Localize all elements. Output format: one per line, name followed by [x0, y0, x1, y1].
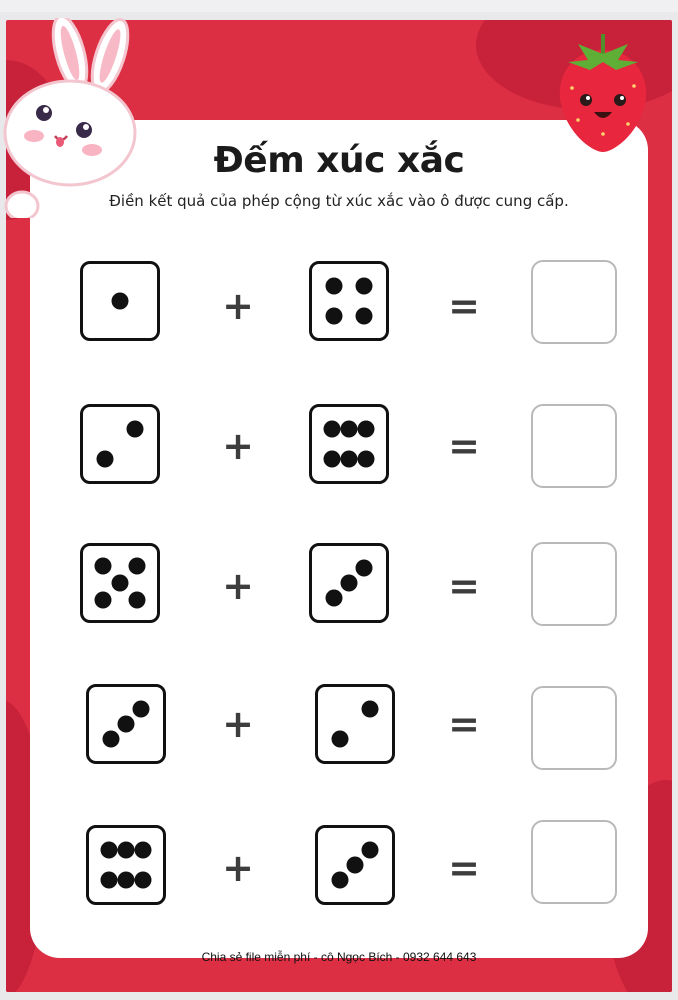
- worksheet-title: Đếm xúc xắc: [213, 140, 465, 181]
- equals-sign: =: [448, 424, 480, 468]
- answer-box[interactable]: [531, 820, 617, 904]
- plus-sign: +: [222, 702, 254, 746]
- equals-sign: =: [448, 702, 480, 746]
- die-pip: [355, 560, 372, 577]
- plus-sign: +: [222, 846, 254, 890]
- equals-sign: =: [448, 284, 480, 328]
- strawberry-mascot-icon: [548, 28, 658, 158]
- die-pip: [135, 842, 152, 859]
- right-die: [309, 261, 389, 341]
- equals-sign: =: [448, 564, 480, 608]
- die-pip: [326, 589, 343, 606]
- die-pip: [341, 575, 358, 592]
- right-die: [309, 404, 389, 484]
- die-pip: [355, 278, 372, 295]
- die-pip: [129, 592, 146, 609]
- die-pip: [100, 871, 117, 888]
- die-pip: [341, 450, 358, 467]
- die-pip: [355, 307, 372, 324]
- die-pip: [326, 278, 343, 295]
- plus-sign: +: [222, 424, 254, 468]
- die-pip: [94, 592, 111, 609]
- right-die: [309, 543, 389, 623]
- die-pip: [118, 716, 135, 733]
- die-pip: [118, 871, 135, 888]
- left-die: [80, 261, 160, 341]
- die-pip: [118, 842, 135, 859]
- die-pip: [103, 730, 120, 747]
- die-pip: [326, 307, 343, 324]
- left-die: [80, 543, 160, 623]
- die-pip: [347, 857, 364, 874]
- die-pip: [361, 701, 378, 718]
- equals-sign: =: [448, 846, 480, 890]
- plus-sign: +: [222, 564, 254, 608]
- die-pip: [100, 842, 117, 859]
- answer-box[interactable]: [531, 542, 617, 626]
- browser-top-strip: [0, 0, 678, 12]
- left-die: [86, 825, 166, 905]
- answer-box[interactable]: [531, 260, 617, 344]
- die-pip: [132, 701, 149, 718]
- die-pip: [112, 575, 129, 592]
- left-die: [80, 404, 160, 484]
- right-die: [315, 825, 395, 905]
- die-pip: [126, 421, 143, 438]
- die-pip: [112, 293, 129, 310]
- left-die: [86, 684, 166, 764]
- die-pip: [332, 730, 349, 747]
- answer-box[interactable]: [531, 686, 617, 770]
- die-pip: [135, 871, 152, 888]
- die-pip: [358, 421, 375, 438]
- die-pip: [97, 450, 114, 467]
- answer-box[interactable]: [531, 404, 617, 488]
- die-pip: [94, 557, 111, 574]
- die-pip: [358, 450, 375, 467]
- plus-sign: +: [222, 284, 254, 328]
- footer-credit: Chia sẻ file miễn phí - cô Ngọc Bích - 0932 644 643: [201, 950, 477, 964]
- die-pip: [323, 421, 340, 438]
- die-pip: [323, 450, 340, 467]
- die-pip: [341, 421, 358, 438]
- die-pip: [129, 557, 146, 574]
- worksheet-instruction: Điền kết quả của phép cộng từ xúc xắc vào ô được cung cấp.: [109, 192, 569, 210]
- right-die: [315, 684, 395, 764]
- bunny-mascot-icon: [0, 18, 150, 218]
- die-pip: [332, 871, 349, 888]
- die-pip: [361, 842, 378, 859]
